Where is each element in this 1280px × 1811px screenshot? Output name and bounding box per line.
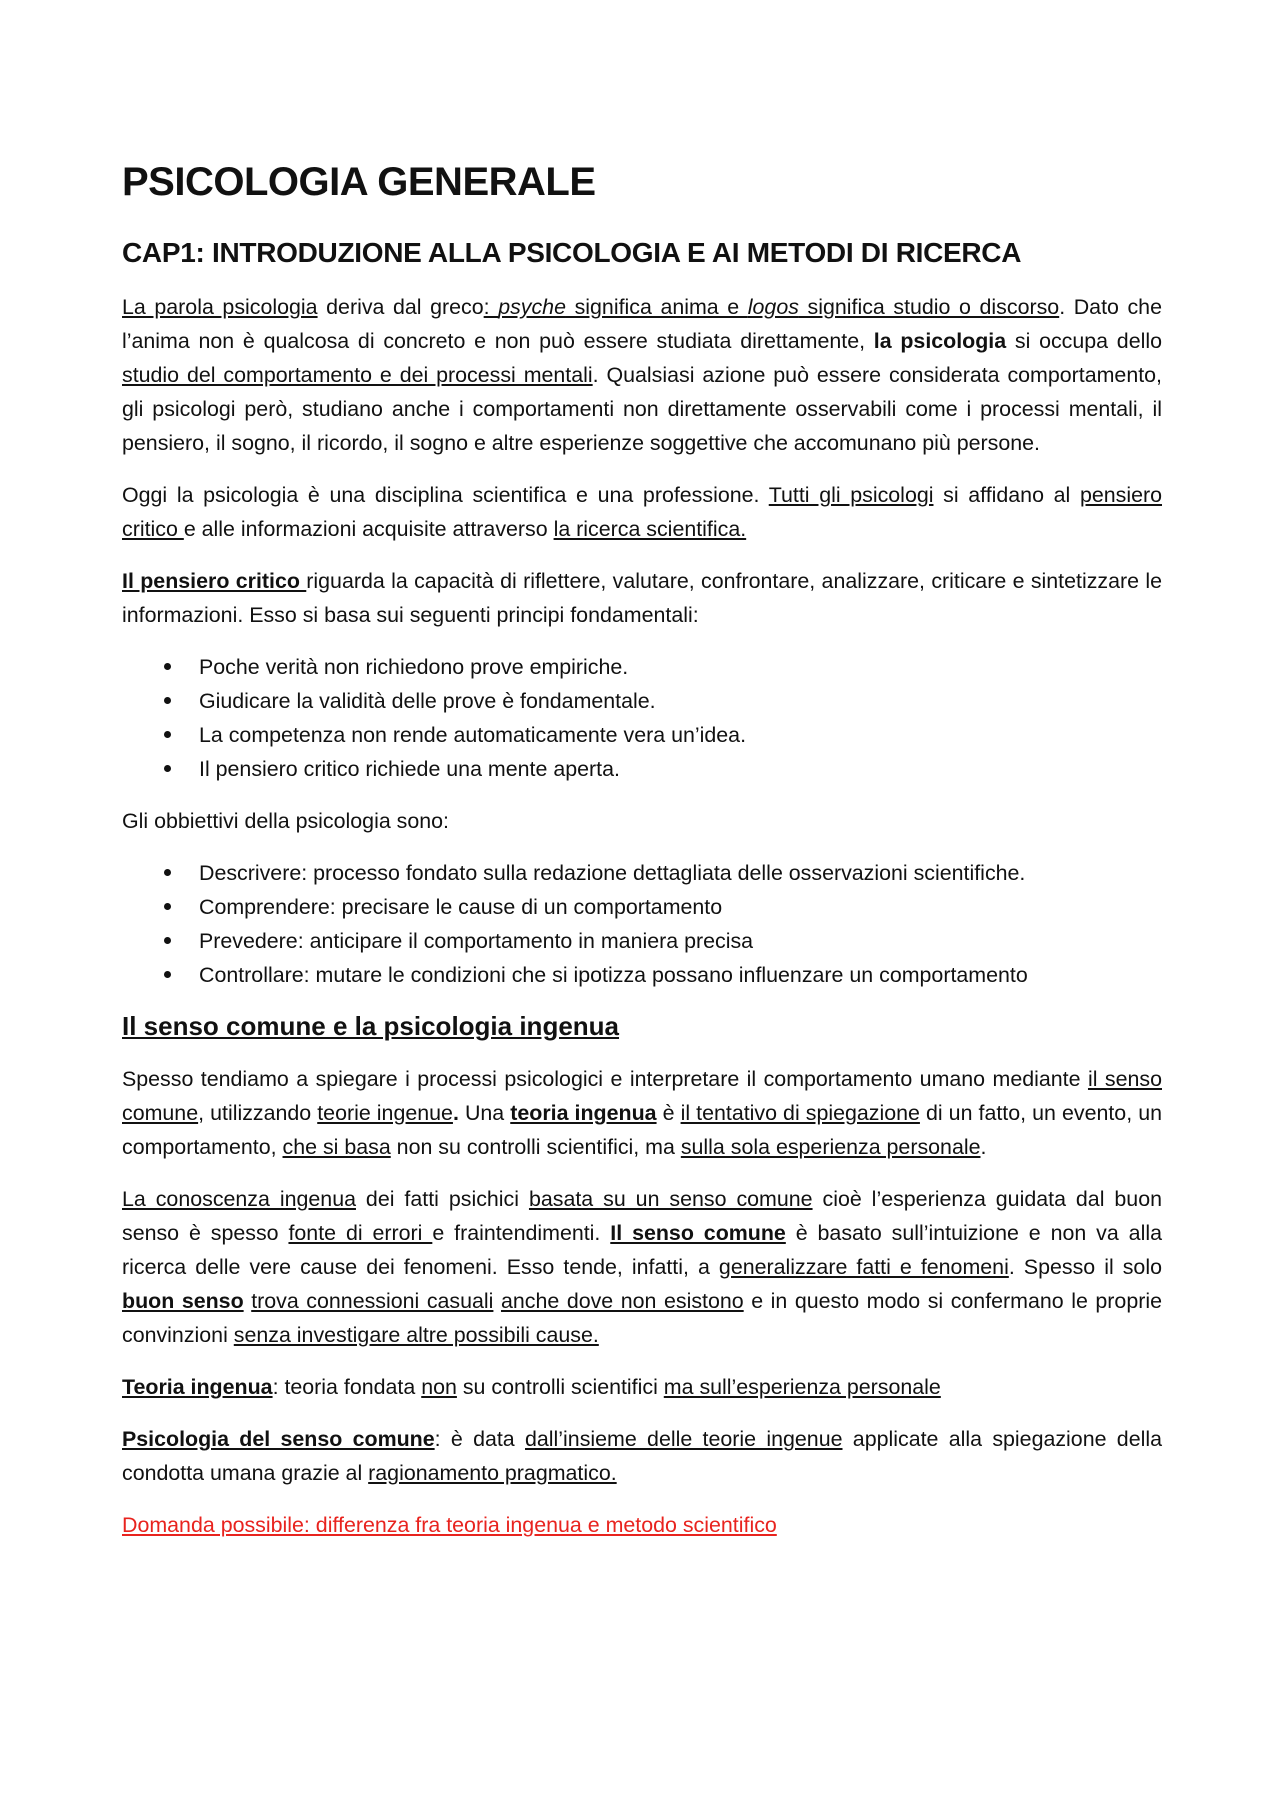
paragraph-intro: La parola psicologia deriva dal greco: psyche significa anima e logos significa studio o discorso. Dato che l’anima non è qualcosa di concreto e non può essere studiata direttamente, la psicologia si occupa dello studio del comportamento e dei processi mentali. Qualsiasi azione può essere considerata comportamento, gli psicologi però, studiano anche i comportamenti non direttamente osservabili come i processi mentali, il pensiero, il sogno, il ricordo, il sogno e altre esperienze soggettive che accomunano più persone. <box>122 295 1163 455</box>
list-item: La competenza non rende automaticamente vera un’idea. <box>122 718 1162 752</box>
paragraph-common-sense: Spesso tendiamo a spiegare i processi psicologici e interpretare il comportamento umano mediante il senso comune, utilizzando teorie ingenue. Una teoria ingenua è il tentativo di spiegazione di un fatto, un evento, un comportamento, che si basa non su controlli scientifici, ma sulla sola esperienza personale. <box>122 1067 1162 1159</box>
list-item: Giudicare la validità delle prove è fondamentale. <box>122 684 1162 718</box>
principles-list <box>122 650 1162 786</box>
definition-naive-theory: Teoria ingenua: teoria fondata non su controlli scientifici ma sull’esperienza personale <box>122 1375 941 1399</box>
goals-list <box>122 856 1162 992</box>
list-item: Comprendere: precisare le cause di un comportamento <box>122 890 1162 924</box>
paragraph-discipline: Oggi la psicologia è una disciplina scientifica e una professione. Tutti gli psicologi si affidano al pensiero critico e alle informazioni acquisite attraverso la ricerca scientifica. <box>122 483 1162 541</box>
section-heading: Il senso comune e la psicologia ingenua <box>122 1011 620 1041</box>
document-title: PSICOLOGIA GENERALE <box>122 160 596 204</box>
possible-question: Domanda possibile: differenza fra teoria ingenua e metodo scientifico <box>122 1513 777 1537</box>
paragraph-critical-thinking: Il pensiero critico riguarda la capacità di riflettere, valutare, confrontare, analizzare, criticare e sintetizzare le informazioni. Esso si basa sui seguenti principi fondamentali: <box>122 569 1162 627</box>
definition-common-sense-psychology: Psicologia del senso comune: è data dall’insieme delle teorie ingenue applicate alla spiegazione della condotta umana grazie al ragionamento pragmatico. <box>122 1427 1162 1485</box>
paragraph-goals-intro: Gli obbiettivi della psicologia sono: <box>122 809 449 833</box>
list-item: Poche verità non richiedono prove empiriche. <box>122 650 1162 684</box>
chapter-heading: CAP1: INTRODUZIONE ALLA PSICOLOGIA E AI METODI DI RICERCA <box>122 237 1022 268</box>
paragraph-naive-knowledge: La conoscenza ingenua dei fatti psichici basata su un senso comune cioè l’esperienza guidata dal buon senso è spesso fonte di errori e fraintendimenti. Il senso comune è basato sull’intuizione e non va alla ricerca delle vere cause dei fenomeni. Esso tende, infatti, a generalizzare fatti e fenomeni. Spesso il solo buon senso trova connessioni casuali anche dove non esistono e in questo modo si confermano le proprie convinzioni senza investigare altre possibili cause. <box>122 1187 1163 1347</box>
list-item: Controllare: mutare le condizioni che si ipotizza possano influenzare un comportamento <box>122 958 1162 992</box>
list-item: Prevedere: anticipare il comportamento in maniera precisa <box>122 924 1162 958</box>
list-item: Descrivere: processo fondato sulla redazione dettagliata delle osservazioni scientifiche. <box>122 856 1162 890</box>
list-item: Il pensiero critico richiede una mente aperta. <box>122 752 1162 786</box>
